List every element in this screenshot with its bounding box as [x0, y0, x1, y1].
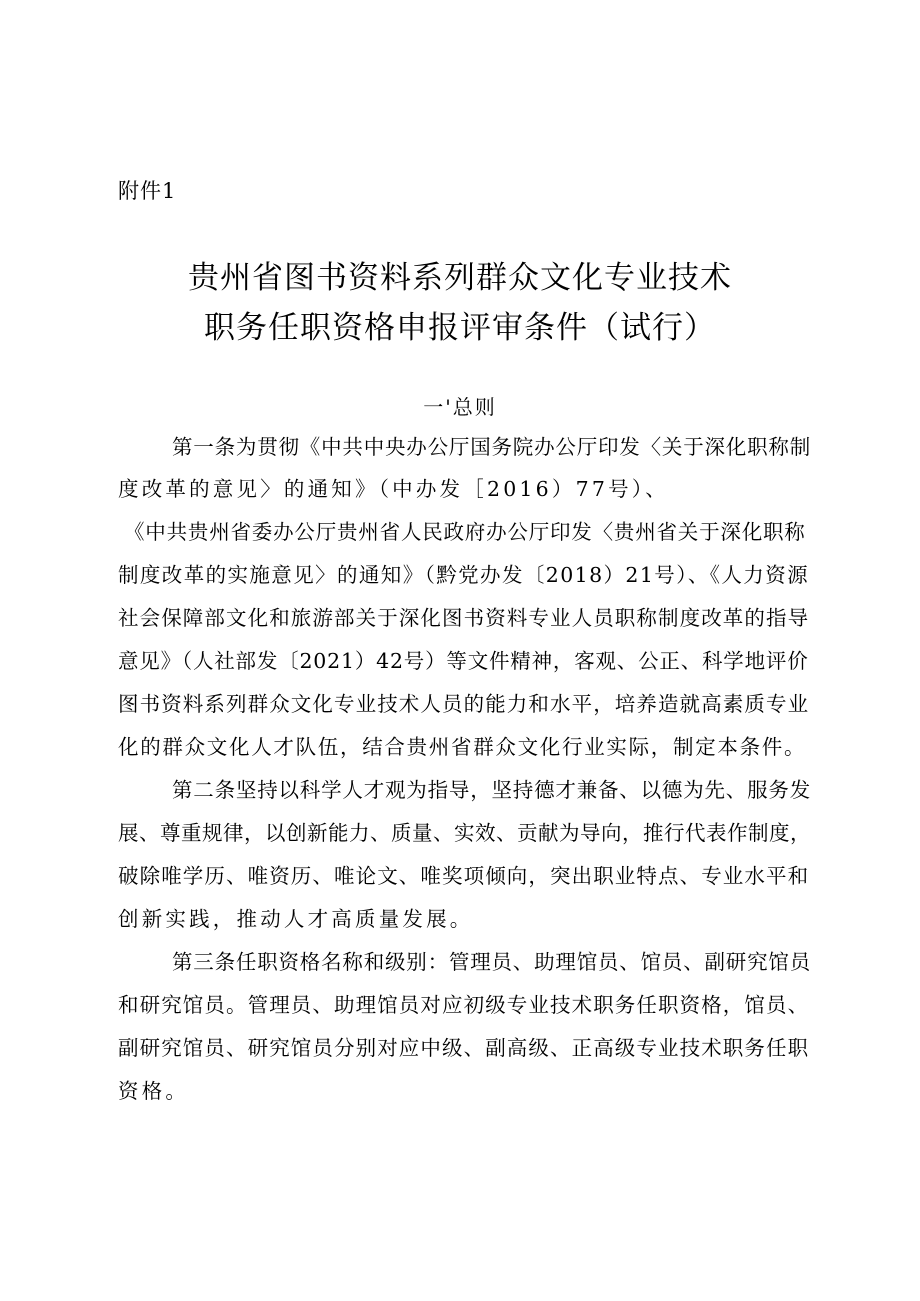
body-line: 社会保障部文化和旅游部关于深化图书资料专业人员职称制度改革的指导	[118, 606, 810, 630]
body-line: 度改革的意见〉的通知》（中办发［2016）77号）、	[118, 477, 669, 501]
body-line: 意见》（人社部发〔2021）42号）等文件精神，客观、公正、科学地评价	[118, 649, 809, 673]
body-line: 副研究馆员、研究馆员分别对应中级、副高级、正高级专业技术职务任职	[118, 1036, 810, 1060]
document-title-line-2: 职务任职资格申报评审条件（试行）	[204, 310, 716, 346]
body-line: 第一条为贯彻《中共中央办公厅国务院办公厅印发〈关于深化职称制	[172, 435, 811, 459]
body-line: 第三条任职资格名称和级别：管理员、助理馆员、馆员、副研究馆员	[172, 950, 811, 974]
body-line: 制度改革的实施意见〉的通知》（黔党办发〔2018）21号）、《人力资源	[118, 563, 810, 587]
body-line: 创新实践，推动人才高质量发展。	[118, 907, 474, 931]
body-line: 展、尊重规律，以创新能力、质量、实效、贡献为导向，推行代表作制度，	[118, 821, 811, 845]
body-line: 《中共贵州省委办公厅贵州省人民政府办公厅印发〈贵州省关于深化职称	[124, 520, 806, 544]
body-line: 资格。	[118, 1079, 190, 1103]
section-heading: 一'总则	[423, 395, 497, 419]
body-line: 和研究馆员。管理员、助理馆员对应初级专业技术职务任职资格，馆员、	[118, 993, 810, 1017]
body-line: 化的群众文化人才队伍，结合贵州省群众文化行业实际，制定本条件。	[118, 735, 807, 759]
body-line: 破除唯学历、唯资历、唯论文、唯奖项倾向，突出职业特点、专业水平和	[118, 864, 810, 888]
document-title-line-1: 贵州省图书资料系列群众文化专业技术	[188, 260, 732, 296]
attachment-label: 附件1	[118, 179, 177, 203]
body-line: 第二条坚持以科学人才观为指导，坚持德才兼备、以德为先、服务发	[172, 778, 811, 802]
body-line: 图书资料系列群众文化专业技术人员的能力和水平，培养造就高素质专业	[118, 692, 810, 716]
